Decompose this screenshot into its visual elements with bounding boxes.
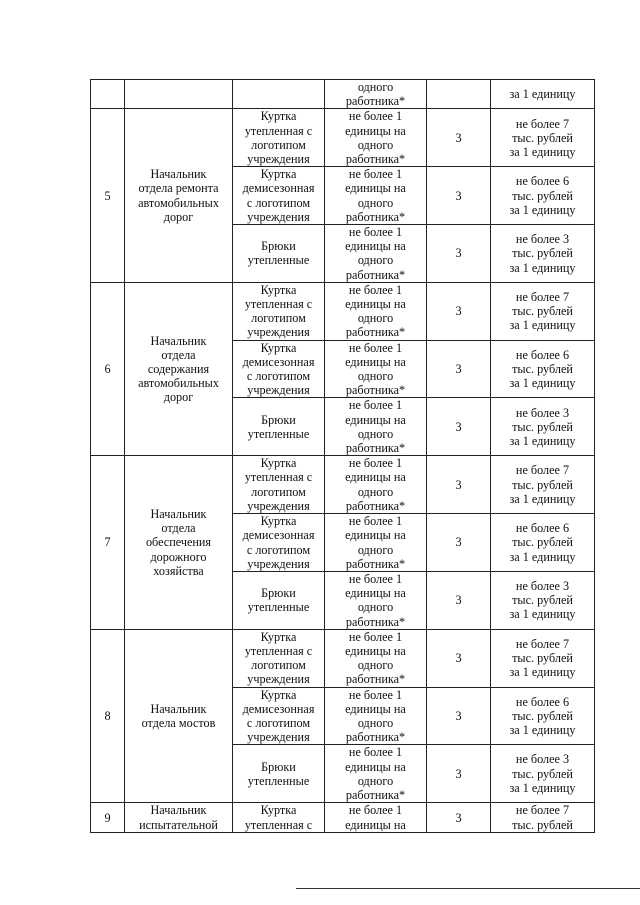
item-norm: не более 1 единицы на одного работника* (325, 167, 427, 225)
position-title: Начальник испытательной (125, 803, 233, 833)
item-price: не более 6 тыс. рублей за 1 единицу (491, 340, 595, 398)
item-norm: не более 1 единицы на одного работника* (325, 514, 427, 572)
num-cell (91, 80, 125, 109)
table-row (91, 803, 595, 833)
page-bottom-rule (296, 888, 640, 889)
item-years: 3 (427, 514, 491, 572)
position-title: Начальник отдела содержания автомобильных дорог (125, 282, 233, 455)
item-years: 3 (427, 225, 491, 283)
item-years: 3 (427, 398, 491, 456)
item-name: Куртка утепленная с логотипом учреждения (233, 282, 325, 340)
item-price: не более 3 тыс. рублей за 1 единицу (491, 225, 595, 283)
item-norm: не более 1 единицы на одного работника* (325, 340, 427, 398)
item-years: 3 (427, 456, 491, 514)
item-norm: не более 1 единицы на одного работника* (325, 109, 427, 167)
item-price: не более 3 тыс. рублей за 1 единицу (491, 745, 595, 803)
item-name-cell (233, 80, 325, 109)
item-years: 3 (427, 109, 491, 167)
row-number: 9 (91, 803, 125, 833)
item-name: Брюки утепленные (233, 225, 325, 283)
uniform-norms-table (90, 79, 595, 833)
price-cell: за 1 единицу (491, 80, 595, 109)
table-row (91, 629, 595, 687)
item-name: Куртка утепленная с логотипом учреждения (233, 456, 325, 514)
item-years: 3 (427, 282, 491, 340)
table-row (91, 109, 595, 167)
item-price: не более 7 тыс. рублей за 1 единицу (491, 629, 595, 687)
item-name: Куртка утепленная с логотипом учреждения (233, 109, 325, 167)
item-name: Брюки утепленные (233, 571, 325, 629)
item-norm: не более 1 единицы на одного работника* (325, 571, 427, 629)
item-name: Куртка демисезонная с логотипом учреждения (233, 514, 325, 572)
item-norm: не более 1 единицы на одного работника* (325, 282, 427, 340)
item-norm: не более 1 единицы на одного работника* (325, 629, 427, 687)
item-price: не более 7 тыс. рублей (491, 803, 595, 833)
item-name: Куртка утепленная с логотипом учреждения (233, 629, 325, 687)
item-price: не более 6 тыс. рублей за 1 единицу (491, 687, 595, 745)
item-years: 3 (427, 629, 491, 687)
item-price: не более 7 тыс. рублей за 1 единицу (491, 456, 595, 514)
item-years: 3 (427, 340, 491, 398)
position-title: Начальник отдела обеспечения дорожного хозяйства (125, 456, 233, 629)
position-title: Начальник отдела ремонта автомобильных дорог (125, 109, 233, 282)
position-title: Начальник отдела мостов (125, 629, 233, 802)
item-name: Куртка демисезонная с логотипом учреждения (233, 687, 325, 745)
item-price: не более 6 тыс. рублей за 1 единицу (491, 167, 595, 225)
item-price: не более 3 тыс. рублей за 1 единицу (491, 398, 595, 456)
item-price: не более 7 тыс. рублей за 1 единицу (491, 109, 595, 167)
item-price: не более 7 тыс. рублей за 1 единицу (491, 282, 595, 340)
position-cell (125, 80, 233, 109)
item-name: Куртка демисезонная с логотипом учреждения (233, 340, 325, 398)
item-name: Куртка демисезонная с логотипом учреждения (233, 167, 325, 225)
row-number: 8 (91, 629, 125, 802)
item-norm: не более 1 единицы на одного работника* (325, 456, 427, 514)
item-norm: не более 1 единицы на одного работника* (325, 687, 427, 745)
item-norm: не более 1 единицы на одного работника* (325, 745, 427, 803)
row-number: 6 (91, 282, 125, 455)
row-number: 5 (91, 109, 125, 282)
item-name: Брюки утепленные (233, 745, 325, 803)
item-price: не более 6 тыс. рублей за 1 единицу (491, 514, 595, 572)
item-years: 3 (427, 167, 491, 225)
item-norm: не более 1 единицы на одного работника* (325, 398, 427, 456)
item-name: Брюки утепленные (233, 398, 325, 456)
years-cell (427, 80, 491, 109)
norm-cell: одного работника* (325, 80, 427, 109)
table-row-continuation (91, 80, 595, 109)
item-norm: не более 1 единицы на (325, 803, 427, 833)
item-years: 3 (427, 571, 491, 629)
item-norm: не более 1 единицы на одного работника* (325, 225, 427, 283)
item-years: 3 (427, 803, 491, 833)
table-row (91, 456, 595, 514)
item-years: 3 (427, 687, 491, 745)
item-price: не более 3 тыс. рублей за 1 единицу (491, 571, 595, 629)
row-number: 7 (91, 456, 125, 629)
item-name: Куртка утепленная с (233, 803, 325, 833)
item-years: 3 (427, 745, 491, 803)
table-row (91, 282, 595, 340)
